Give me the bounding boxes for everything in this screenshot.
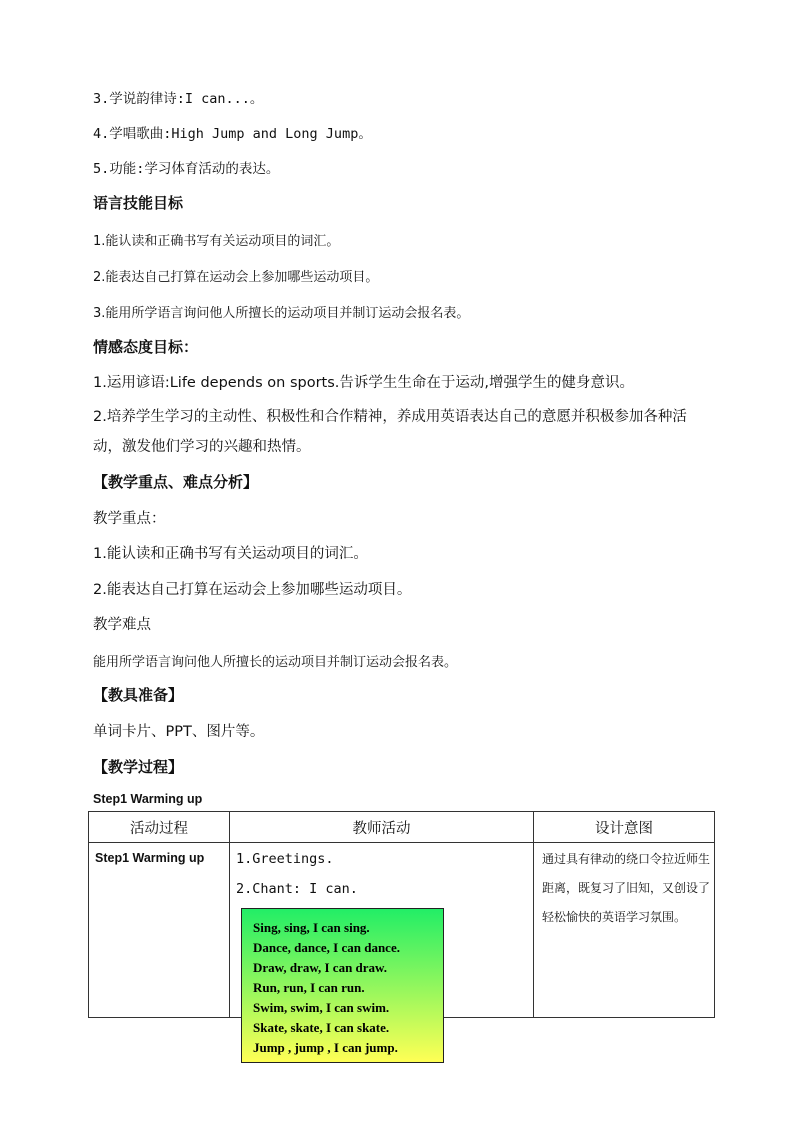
process-heading: 【教学过程】	[93, 758, 184, 776]
activity-greetings: 1.Greetings.	[236, 851, 334, 867]
focus-item-1: 1.能认读和正确书写有关运动项目的词汇。	[93, 546, 368, 562]
objective-song: 4.学唱歌曲:High Jump and Long Jump。	[93, 126, 372, 142]
emotion-item-1: 1.运用谚语:Life depends on sports.告诉学生生命在于运动,增强学生的健身意识。	[93, 375, 634, 391]
chant-line-draw: Draw, draw, I can draw.	[253, 960, 387, 975]
chant-line-run: Run, run, I can run.	[253, 980, 365, 995]
skills-item-2: 2.能表达自己打算在运动会上参加哪些运动项目。	[93, 270, 379, 285]
table-header-row	[89, 812, 715, 843]
chant-line-dance: Dance, dance, I can dance.	[253, 940, 400, 955]
chant-line-sing: Sing, sing, I can sing.	[253, 920, 370, 935]
activity-chant: 2.Chant: I can.	[236, 881, 358, 897]
materials-text: 单词卡片、PPT、图片等。	[93, 724, 265, 740]
skills-item-3: 3.能用所学语言询问他人所擅长的运动项目并制订运动会报名表。	[93, 306, 470, 321]
emotion-heading: 情感态度目标：	[93, 338, 199, 356]
step-caption: Step1 Warming up	[93, 792, 203, 806]
difficulty-text: 能用所学语言询问他人所擅长的运动项目并制订运动会报名表。	[93, 655, 458, 670]
materials-heading: 【教具准备】	[93, 686, 184, 704]
focus-item-2: 2.能表达自己打算在运动会上参加哪些运动项目。	[93, 582, 412, 598]
objective-function: 5.功能:学习体育活动的表达。	[93, 161, 280, 177]
chant-box	[241, 908, 444, 1063]
chant-line-jump: Jump , jump , I can jump.	[253, 1040, 398, 1055]
step-name: Step1 Warming up	[95, 851, 205, 865]
step-cell	[89, 843, 230, 1018]
header-design-intent: 设计意图	[534, 812, 715, 843]
design-intent-text: 通过具有律动的绕口令拉近师生距离，既复习了旧知，又创设了轻松愉快的英语学习氛围。	[542, 852, 711, 924]
difficulty-label: 教学难点	[93, 617, 151, 633]
skills-heading: 语言技能目标	[93, 194, 184, 212]
chant-line-skate: Skate, skate, I can skate.	[253, 1020, 390, 1035]
header-activity-process: 活动过程	[89, 812, 230, 843]
emotion-item-2-line-2: 动，激发他们学习的兴趣和热情。	[93, 439, 311, 455]
skills-item-1: 1.能认读和正确书写有关运动项目的词汇。	[93, 234, 340, 249]
key-points-heading: 【教学重点、难点分析】	[93, 473, 259, 491]
chant-line-swim: Swim, swim, I can swim.	[253, 1000, 390, 1015]
emotion-item-2-line-1: 2.培养学生学习的主动性、积极性和合作精神，养成用英语表达自己的意愿并积极参加各种活	[93, 409, 687, 425]
objective-chant: 3.学说韵律诗:I can...。	[93, 91, 264, 107]
focus-label: 教学重点：	[93, 511, 166, 527]
intent-cell	[534, 843, 715, 1018]
header-teacher-activity: 教师活动	[230, 812, 534, 843]
